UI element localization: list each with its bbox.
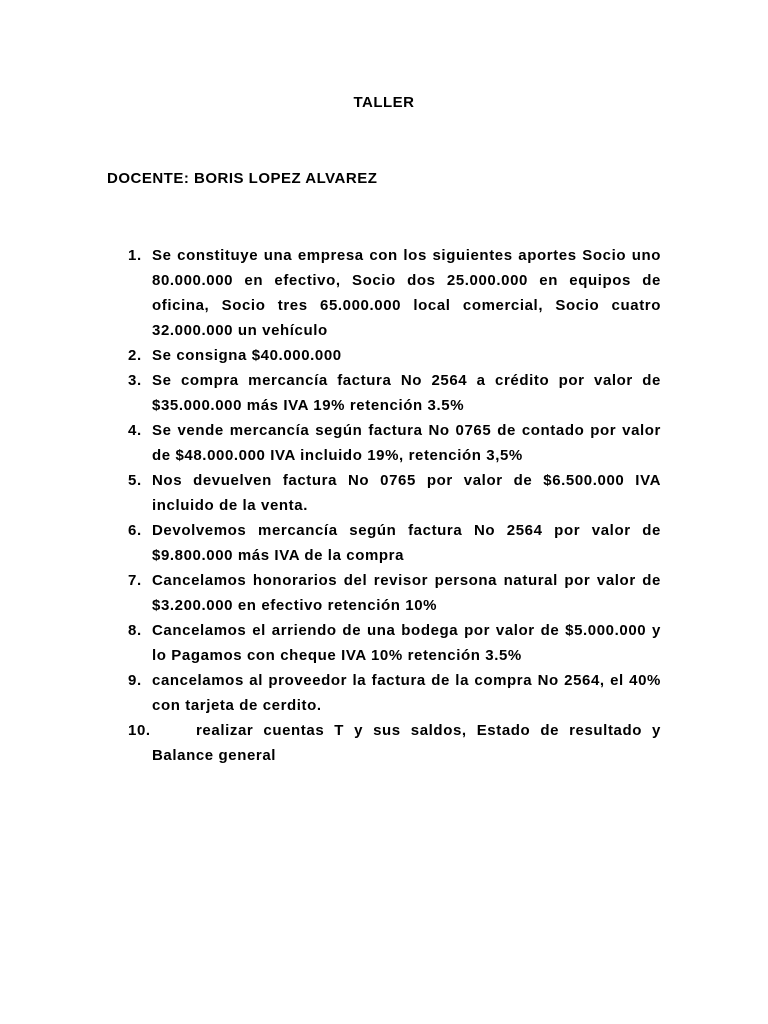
- item-number: 5.: [128, 472, 142, 489]
- item-text: cancelamos al proveedor la factura de la compra No 2564, el 40% con tarjeta de cerdito.: [152, 672, 661, 714]
- item-text: Cancelamos el arriendo de una bodega por valor de $5.000.000 y lo Pagamos con cheque IVA 10% retención 3.5%: [152, 622, 661, 664]
- item-text: Devolvemos mercancía según factura No 2564 por valor de $9.800.000 más IVA de la compra: [152, 522, 661, 564]
- list-item: [128, 568, 661, 618]
- exercise-list: [128, 243, 661, 768]
- item-number: 4.: [128, 422, 142, 439]
- item-number: 3.: [128, 372, 142, 389]
- item-text: Se vende mercancía según factura No 0765 de contado por valor de $48.000.000 IVA incluido 19%, retención 3,5%: [152, 422, 661, 464]
- list-item: [128, 243, 661, 343]
- item-number: 6.: [128, 522, 142, 539]
- document-title: TALLER: [353, 94, 415, 111]
- item-text: Nos devuelven factura No 0765 por valor de $6.500.000 IVA incluido de la venta.: [152, 472, 661, 514]
- item-number: 1.: [128, 247, 142, 264]
- list-item: [128, 718, 661, 768]
- list-item: [128, 468, 661, 518]
- item-text: Se consigna $40.000.000: [152, 347, 342, 364]
- item-text: Se constituye una empresa con los siguientes aportes Socio uno 80.000.000 en efectivo, Socio dos 25.000.000 en equipos de oficina, Socio tres 65.000.000 local comercial, Socio cuatro 32.000.000 un vehículo: [152, 247, 661, 339]
- list-item: [128, 668, 661, 718]
- item-text: Cancelamos honorarios del revisor persona natural por valor de $3.200.000 en efectivo retención 10%: [152, 572, 661, 614]
- item-number: 7.: [128, 572, 142, 589]
- list-item: [128, 368, 661, 418]
- item-number: 10.: [128, 722, 151, 739]
- teacher-name: DOCENTE: BORIS LOPEZ ALVAREZ: [107, 170, 378, 187]
- list-item: [128, 418, 661, 468]
- item-text: Se compra mercancía factura No 2564 a crédito por valor de $35.000.000 más IVA 19% retención 3.5%: [152, 372, 661, 414]
- item-number: 9.: [128, 672, 142, 689]
- item-text: realizar cuentas T y sus saldos, Estado de resultado y Balance general: [152, 722, 661, 764]
- list-item: [128, 618, 661, 668]
- item-number: 8.: [128, 622, 142, 639]
- list-item: [128, 518, 661, 568]
- list-item: [128, 343, 661, 368]
- item-number: 2.: [128, 347, 142, 364]
